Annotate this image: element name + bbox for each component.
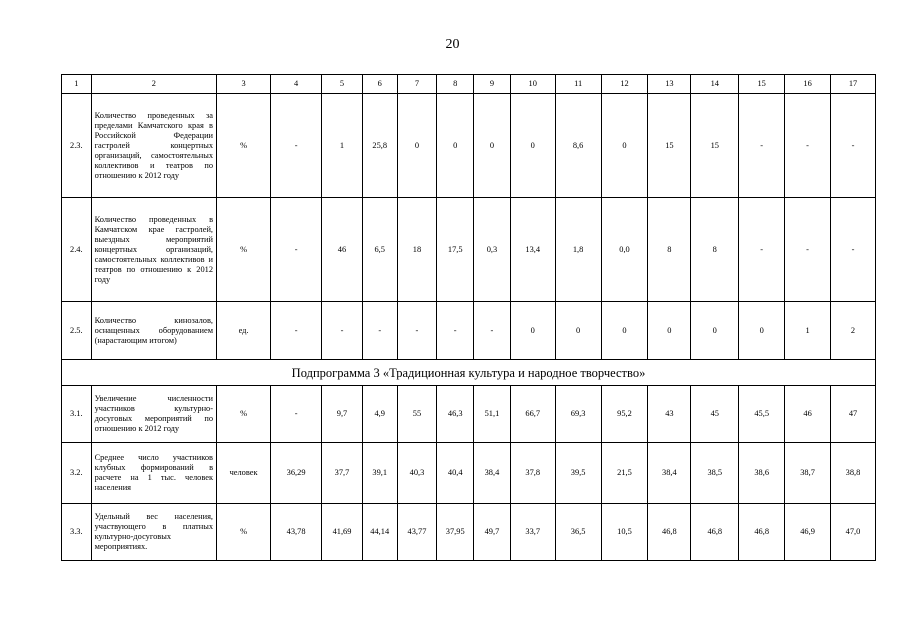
value-cell: 33,7: [510, 504, 555, 561]
header-cell: 2: [91, 75, 216, 94]
value-cell: 0: [691, 302, 739, 360]
value-cell: 8: [648, 198, 691, 302]
value-cell: -: [437, 302, 474, 360]
header-cell: 4: [271, 75, 322, 94]
header-cell: 9: [474, 75, 511, 94]
value-cell: 40,3: [397, 443, 437, 504]
value-cell: 46,3: [437, 386, 474, 443]
value-cell: 43,77: [397, 504, 437, 561]
value-cell: 45,5: [739, 386, 785, 443]
page-number: 20: [445, 37, 460, 52]
value-cell: 44,14: [362, 504, 397, 561]
indicator-name: Среднее число участников клубных формирований в расчете на 1 тыс. человек населения: [91, 443, 216, 504]
indicator-name: Увеличение численности участников культурно-досуговых мероприятий по отношению к 2012 году: [91, 386, 216, 443]
value-cell: 46,8: [691, 504, 739, 561]
table-row: [62, 198, 876, 302]
value-cell: -: [739, 94, 785, 198]
value-cell: 0: [739, 302, 785, 360]
value-cell: 17,5: [437, 198, 474, 302]
value-cell: -: [739, 198, 785, 302]
header-cell: 15: [739, 75, 785, 94]
value-cell: -: [322, 302, 363, 360]
value-cell: 47,0: [831, 504, 876, 561]
value-cell: 45: [691, 386, 739, 443]
value-cell: 0,3: [474, 198, 511, 302]
value-cell: 4,9: [362, 386, 397, 443]
value-cell: 46: [785, 386, 831, 443]
header-cell: 3: [217, 75, 271, 94]
value-cell: 39,1: [362, 443, 397, 504]
row-number: 2.4.: [62, 198, 92, 302]
value-cell: 21,5: [601, 443, 648, 504]
header-cell: 8: [437, 75, 474, 94]
value-cell: 15: [691, 94, 739, 198]
unit-cell: %: [217, 94, 271, 198]
value-cell: 0: [397, 94, 437, 198]
value-cell: 95,2: [601, 386, 648, 443]
value-cell: 41,69: [322, 504, 363, 561]
value-cell: 0: [437, 94, 474, 198]
table-row: [62, 443, 876, 504]
value-cell: 9,7: [322, 386, 363, 443]
table-row: [62, 504, 876, 561]
value-cell: 37,95: [437, 504, 474, 561]
value-cell: 43,78: [271, 504, 322, 561]
value-cell: 15: [648, 94, 691, 198]
value-cell: -: [474, 302, 511, 360]
value-cell: 13,4: [510, 198, 555, 302]
indicator-name: Количество проведенных за пределами Камчатского края в Российской Федерации гастролей концертных организаций, самостоятельных коллективов и театров по отношению к 2012 году: [91, 94, 216, 198]
value-cell: 69,3: [555, 386, 601, 443]
value-cell: 0: [510, 302, 555, 360]
value-cell: 43: [648, 386, 691, 443]
value-cell: 39,5: [555, 443, 601, 504]
value-cell: -: [271, 386, 322, 443]
header-row: [62, 75, 876, 94]
value-cell: 66,7: [510, 386, 555, 443]
value-cell: 10,5: [601, 504, 648, 561]
unit-cell: %: [217, 386, 271, 443]
row-number: 3.1.: [62, 386, 92, 443]
value-cell: 1: [322, 94, 363, 198]
value-cell: 38,4: [648, 443, 691, 504]
value-cell: 1: [785, 302, 831, 360]
row-number: 3.3.: [62, 504, 92, 561]
value-cell: 1,8: [555, 198, 601, 302]
unit-cell: ед.: [217, 302, 271, 360]
indicator-name: Удельный вес населения, участвующего в платных культурно-досуговых мероприятиях.: [91, 504, 216, 561]
section-title: Подпрограмма 3 «Традиционная культура и народное творчество»: [62, 360, 876, 386]
value-cell: 38,5: [691, 443, 739, 504]
value-cell: 0: [601, 94, 648, 198]
value-cell: 0: [474, 94, 511, 198]
value-cell: 51,1: [474, 386, 511, 443]
value-cell: -: [271, 198, 322, 302]
value-cell: 0: [510, 94, 555, 198]
section-row: [62, 360, 876, 386]
value-cell: 8: [691, 198, 739, 302]
value-cell: 38,6: [739, 443, 785, 504]
value-cell: -: [397, 302, 437, 360]
indicators-table: [61, 74, 876, 561]
row-number: 2.5.: [62, 302, 92, 360]
value-cell: 37,7: [322, 443, 363, 504]
value-cell: -: [831, 198, 876, 302]
header-cell: 7: [397, 75, 437, 94]
value-cell: 46,8: [739, 504, 785, 561]
header-cell: 10: [510, 75, 555, 94]
value-cell: 49,7: [474, 504, 511, 561]
header-cell: 16: [785, 75, 831, 94]
value-cell: -: [271, 94, 322, 198]
value-cell: 6,5: [362, 198, 397, 302]
value-cell: 36,29: [271, 443, 322, 504]
header-cell: 17: [831, 75, 876, 94]
value-cell: 55: [397, 386, 437, 443]
value-cell: 46: [322, 198, 363, 302]
table-row: [62, 302, 876, 360]
unit-cell: человек: [217, 443, 271, 504]
value-cell: -: [831, 94, 876, 198]
value-cell: 46,9: [785, 504, 831, 561]
value-cell: 0: [555, 302, 601, 360]
header-cell: 5: [322, 75, 363, 94]
value-cell: 0,0: [601, 198, 648, 302]
unit-cell: %: [217, 198, 271, 302]
value-cell: 38,8: [831, 443, 876, 504]
value-cell: 25,8: [362, 94, 397, 198]
indicator-name: Количество проведенных в Камчатском крае гастролей, выездных мероприятий концертных организаций, самостоятельных коллективов и театров по отношению к 2012 году: [91, 198, 216, 302]
value-cell: 0: [601, 302, 648, 360]
value-cell: 2: [831, 302, 876, 360]
unit-cell: %: [217, 504, 271, 561]
value-cell: -: [271, 302, 322, 360]
header-cell: 12: [601, 75, 648, 94]
value-cell: -: [785, 94, 831, 198]
indicator-name: Количество кинозалов, оснащенных оборудованием (нарастающим итогом): [91, 302, 216, 360]
row-number: 2.3.: [62, 94, 92, 198]
value-cell: 0: [648, 302, 691, 360]
value-cell: -: [362, 302, 397, 360]
value-cell: 38,4: [474, 443, 511, 504]
header-cell: 11: [555, 75, 601, 94]
value-cell: 40,4: [437, 443, 474, 504]
table-row: [62, 386, 876, 443]
header-cell: 1: [62, 75, 92, 94]
header-cell: 13: [648, 75, 691, 94]
value-cell: 36,5: [555, 504, 601, 561]
value-cell: 38,7: [785, 443, 831, 504]
value-cell: -: [785, 198, 831, 302]
row-number: 3.2.: [62, 443, 92, 504]
value-cell: 18: [397, 198, 437, 302]
value-cell: 8,6: [555, 94, 601, 198]
header-cell: 14: [691, 75, 739, 94]
table-row: [62, 94, 876, 198]
value-cell: 46,8: [648, 504, 691, 561]
value-cell: 37,8: [510, 443, 555, 504]
header-cell: 6: [362, 75, 397, 94]
value-cell: 47: [831, 386, 876, 443]
